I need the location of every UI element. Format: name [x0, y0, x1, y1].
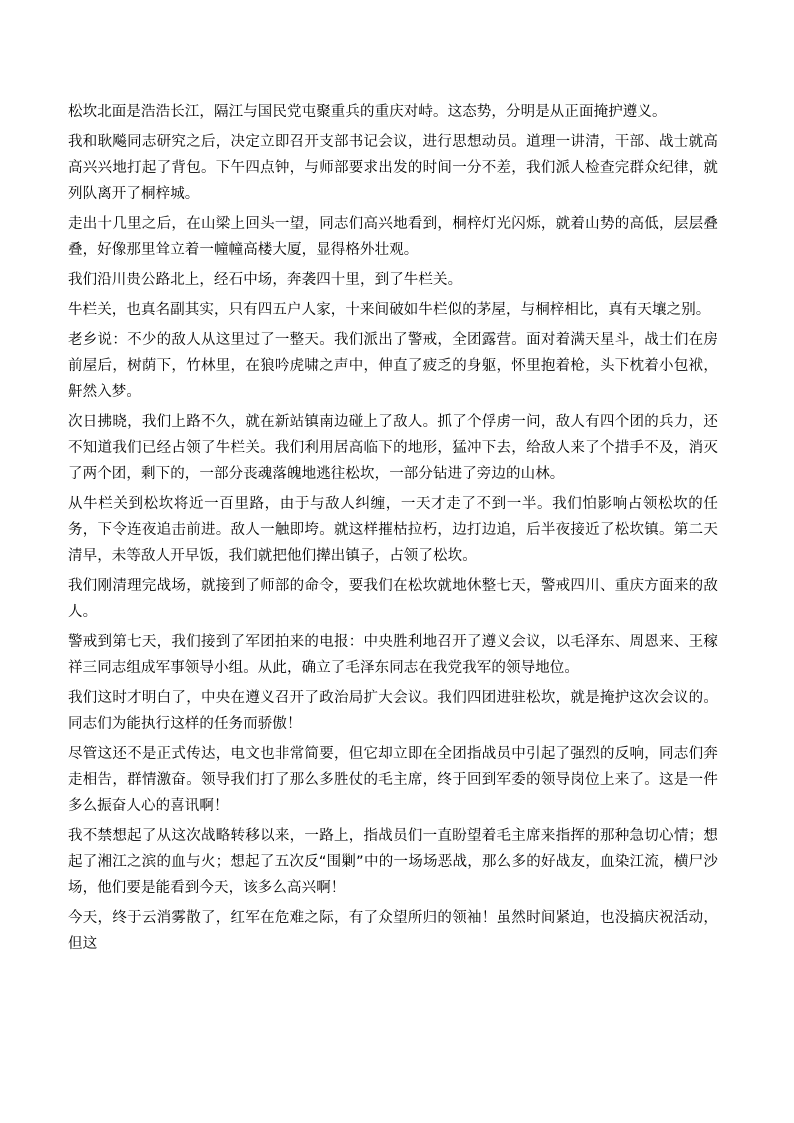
paragraph-4: 我们沿川贵公路北上，经石中场，奔袭四十里，到了牛栏关。: [68, 272, 463, 288]
paragraph-10: 警戒到第七天，我们接到了军团拍来的电报：中央胜利地召开了遵义会议，以毛泽东、周恩来、王稼祥三同志组成军事领导小组。从此，确立了毛泽东同志在我党我军的领导地位。: [68, 634, 718, 676]
paragraph-7: 次日拂晓，我们上路不久，就在新站镇南边碰上了敌人。抓了个俘虏一问，敌人有四个团的兵力，还不知道我们已经占领了牛栏关。我们利用居高临下的地形，猛冲下去，给敌人来了个措手不及，消灭了两个团，剩下的，一部分丧魂落魄地逃往松坎，一部分钻进了旁边的山林。: [68, 414, 718, 482]
paragraph-11: 我们这时才明白了，中央在遵义召开了政治局扩大会议。我们四团进驻松坎，就是掩护这次会议的。同志们为能执行这样的任务而骄傲！: [68, 690, 718, 732]
paragraph-9: 我们刚清理完战场，就接到了师部的命令，要我们在松坎就地休整七天，警戒四川、重庆方面来的敌人。: [68, 578, 718, 620]
paragraph-5: 牛栏关，也真名副其实，只有四五户人家，十来间破如牛栏似的茅屋，与桐梓相比，真有天壤之别。: [68, 302, 711, 318]
paragraph-6: 老乡说：不少的敌人从这里过了一整天。我们派出了警戒，全团露营。面对着满天星斗，战士们在房前屋后，树荫下，竹林里，在狼吟虎啸之声中，伸直了疲乏的身躯，怀里抱着枪，头下枕着小包袱，鼾然入梦。: [68, 332, 718, 400]
paragraph-8: 从牛栏关到松坎将近一百里路，由于与敌人纠缠，一天才走了不到一半。我们怕影响占领松坎的任务，下令连夜追击前进。敌人一触即垮。就这样摧枯拉朽，边打边追，后半夜接近了松坎镇。第二天清早，未等敌人开早饭，我们就把他们撵出镇子，占领了松坎。: [68, 496, 718, 564]
paragraph-3: 走出十几里之后，在山梁上回头一望，同志们高兴地看到，桐梓灯光闪烁，就着山势的高低，层层叠叠，好像那里耸立着一幢幢高楼大厦，显得格外壮观。: [68, 216, 718, 258]
paragraph-2: 我和耿飚同志研究之后，决定立即召开支部书记会议，进行思想动员。道理一讲清，干部、战士就高高兴兴地打起了背包。下午四点钟，与师部要求出发的时间一分不差，我们派人检查完群众纪律，就列队离开了桐梓城。: [68, 134, 718, 202]
paragraph-1: 松坎北面是浩浩长江，隔江与国民党屯聚重兵的重庆对峙。这态势，分明是从正面掩护遵义。: [68, 104, 667, 120]
paragraph-14: 今天，终于云消雾散了，红军在危难之际，有了众望所归的领袖！虽然时间紧迫，也没搞庆祝活动，但这: [68, 910, 718, 952]
paragraph-12: 尽管这还不是正式传达，电文也非常简要，但它却立即在全团指战员中引起了强烈的反响，同志们奔走相告，群情激奋。领导我们打了那么多胜仗的毛主席，终于回到军委的领导岗位上来了。这是一件多么振奋人心的喜讯啊！: [68, 746, 718, 814]
paragraph-13: 我不禁想起了从这次战略转移以来，一路上，指战员们一直盼望着毛主席来指挥的那种急切心情；想起了湘江之滨的血与火；想起了五次反“围剿”中的一场场恶战，那么多的好战友，血染江流，横尸沙场，他们要是能看到今天，该多么高兴啊！: [68, 828, 718, 896]
article-body: [68, 99, 718, 961]
